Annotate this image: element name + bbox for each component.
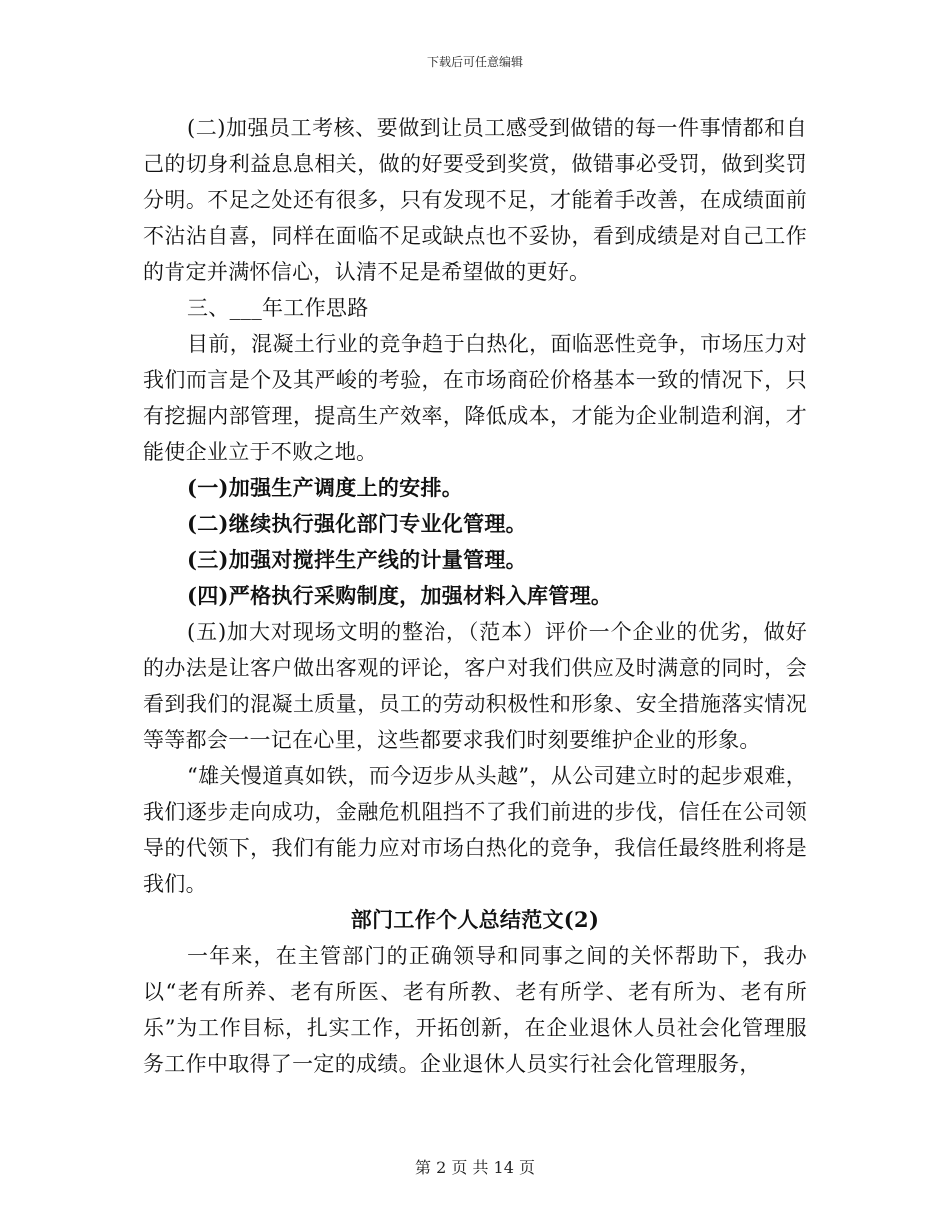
section-heading-work-plan: 三、___年工作思路 [187,296,369,320]
plan-item-5: (五)加大对现场文明的整治，（范本）评价一个企业的优劣，做好的办法是让客户做出客观的评论，客户对我们供应及时满意的同时，会看到我们的混凝土质量，员工的劳动积极性和形象、安全措施落实情况等等都会一一记在心里，这些都要求我们时刻要维护企业的形象。 [143,620,807,752]
document-body [143,110,807,1082]
plan-item-3: (三)加强对搅拌生产线的计量管理。 [187,547,527,572]
plan-item-2: (二)继续执行强化部门专业化管理。 [187,511,527,536]
plan-item-4: (四)严格执行采购制度，加强材料入库管理。 [187,583,613,608]
page-footer: 第 2 页 共 14 页 [415,1158,535,1177]
article-title-2: 部门工作个人总结范文(2) [350,907,600,932]
paragraph-closing-quote: “雄关慢道真如铁，而今迈步从头越”，从公司建立时的起步艰难，我们逐步走向成功，金融危机阻挡不了我们前进的步伐，信任在公司领导的代领下，我们有能力应对市场白热化的竞争，我信任最终胜利将是我们。 [143,764,807,896]
paragraph-industry-situation: 目前，混凝土行业的竞争趋于白热化，面临恶性竞争，市场压力对我们而言是个及其严峻的考验，在市场商砼价格基本一致的情况下，只有挖掘内部管理，提高生产效率，降低成本，才能为企业制造利润，才能使企业立于不败之地。 [143,332,807,464]
page-header: 下载后可任意编辑 [426,55,523,69]
plan-item-1: (一)加强生产调度上的安排。 [187,475,464,500]
paragraph-year-review: 一年来，在主管部门的正确领导和同事之间的关怀帮助下，我办以“老有所养、老有所医、老有所教、老有所学、老有所为、老有所乐”为工作目标，扎实工作，开拓创新，在企业退休人员社会化管理服务工作中取得了一定的成绩。企业退休人员实行社会化管理服务， [143,944,807,1076]
paragraph-employee-assessment: (二)加强员工考核、要做到让员工感受到做错的每一件事情都和自己的切身利益息息相关，做的好要受到奖赏，做错事必受罚，做到奖罚分明。不足之处还有很多，只有发现不足，才能着手改善，在成绩面前不沾沾自喜，同样在面临不足或缺点也不妥协，看到成绩是对自己工作的肯定并满怀信心，认清不足是希望做的更好。 [143,116,807,284]
